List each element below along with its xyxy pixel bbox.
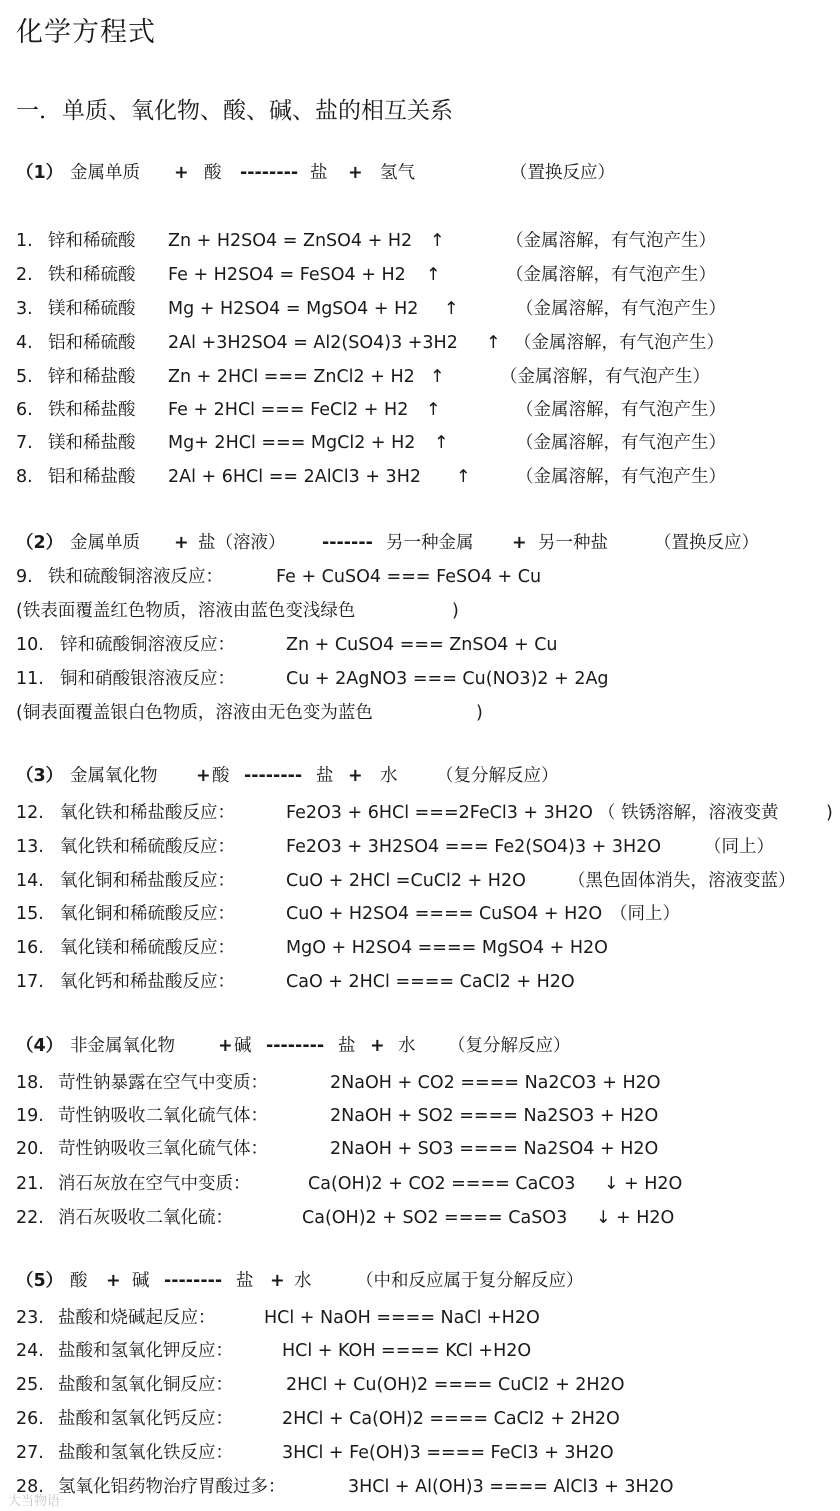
reaction-name: 氧化铁和稀硫酸反应：	[60, 837, 235, 857]
header-type: （中和反应属于复分解反应）	[356, 1271, 584, 1291]
close-paren: )	[452, 601, 459, 621]
row-number: 12.	[16, 803, 44, 823]
equation: CuO + H2SO4 ==== CuSO4 + H2O	[286, 904, 603, 924]
reaction-name: 盐酸和氢氧化钾反应：	[58, 1341, 233, 1361]
reaction-name: 苛性钠吸收三氧化硫气体：	[58, 1139, 268, 1159]
reaction-name: 盐酸和氢氧化钙反应：	[58, 1409, 233, 1429]
reaction-name: 氧化镁和稀硫酸反应：	[60, 938, 235, 958]
header-op1: +	[106, 1271, 121, 1291]
header-idx: （1）	[16, 163, 64, 183]
equation: CuO + 2HCl =CuCl2 + H2O	[286, 871, 526, 891]
arrow-symbol: ↑	[426, 265, 441, 285]
header-idx: （2）	[16, 533, 64, 553]
row-number: 3.	[16, 299, 33, 319]
reaction-name: 苛性钠吸收二氧化硫气体：	[58, 1106, 268, 1126]
header-dash: --------	[164, 1271, 223, 1291]
header-b: 碱	[132, 1271, 150, 1291]
reaction-name: 消石灰吸收二氧化硫：	[58, 1208, 233, 1228]
observation: （同上）	[610, 904, 680, 924]
page-title: 化学方程式	[16, 17, 156, 48]
observation: （金属溶解，有气泡产生）	[514, 333, 724, 353]
equation-row	[0, 798, 840, 828]
equation: Fe + H2SO4 = FeSO4 + H2	[168, 265, 406, 285]
equation-row	[0, 866, 840, 896]
observation: （金属溶解，有气泡产生）	[516, 299, 726, 319]
observation: （同上）	[704, 837, 774, 857]
equation: HCl + KOH ==== KCl +H2O	[282, 1341, 532, 1361]
observation: （ 铁锈溶解，溶液变黄	[598, 803, 779, 823]
equation: 2Al +3H2SO4 = Al2(SO4)3 +3H2	[168, 333, 458, 353]
equation-row	[0, 630, 840, 660]
row-number: 19.	[16, 1106, 44, 1126]
equation: 3HCl + Al(OH)3 ==== AlCl3 + 3H2O	[348, 1477, 674, 1497]
row-number: 22.	[16, 1208, 44, 1228]
equation-row	[0, 933, 840, 963]
arrow-symbol: ↑	[444, 299, 459, 319]
row-number: 28.	[16, 1477, 44, 1497]
group-header	[0, 1031, 840, 1061]
reaction-name: 铝和稀硫酸	[48, 333, 136, 353]
arrow-symbol: ↑	[426, 400, 441, 420]
reaction-name: 铜和硝酸银溶液反应：	[60, 669, 235, 689]
row-number: 26.	[16, 1409, 44, 1429]
reaction-name: 氧化铁和稀盐酸反应：	[60, 803, 235, 823]
arrow-symbol: ↓	[596, 1208, 611, 1228]
header-c: 盐	[338, 1036, 356, 1056]
reaction-name: 盐酸和氢氧化铜反应：	[58, 1375, 233, 1395]
watermark: 大当物语	[8, 1494, 61, 1509]
equation-tail: + H2O	[616, 1208, 675, 1228]
row-number: 7.	[16, 433, 33, 453]
row-number: 6.	[16, 400, 33, 420]
header-a: 金属氧化物	[70, 766, 158, 786]
equation: Mg+ 2HCl === MgCl2 + H2	[168, 433, 416, 453]
header-idx: （4）	[16, 1036, 64, 1056]
group-header	[0, 158, 840, 188]
header-a: 金属单质	[70, 533, 140, 553]
arrow-symbol: ↓	[604, 1174, 619, 1194]
reaction-name: 苛性钠暴露在空气中变质：	[58, 1073, 268, 1093]
equation: Fe2O3 + 3H2SO4 === Fe2(SO4)3 + 3H2O	[286, 837, 662, 857]
close-paren: )	[476, 703, 483, 723]
header-type: （置换反应）	[510, 163, 615, 183]
header-a: 酸	[70, 1271, 88, 1291]
header-idx: （5）	[16, 1271, 64, 1291]
row-number: 14.	[16, 871, 44, 891]
header-idx: （3）	[16, 766, 64, 786]
row-number: 2.	[16, 265, 33, 285]
observation: （金属溶解，有气泡产生）	[506, 231, 716, 251]
equation: Fe2O3 + 6HCl ===2FeCl3 + 3H2O	[286, 803, 593, 823]
row-number: 5.	[16, 367, 33, 387]
header-dash: --------	[266, 1036, 325, 1056]
header-op1: +	[174, 533, 189, 553]
header-op2: +	[512, 533, 527, 553]
header-dash: --------	[244, 766, 303, 786]
row-number: 25.	[16, 1375, 44, 1395]
close-paren: )	[826, 803, 833, 823]
reaction-name: 铁和稀硫酸	[48, 265, 136, 285]
row-number: 24.	[16, 1341, 44, 1361]
header-c: 另一种金属	[386, 533, 474, 553]
equation: 2NaOH + SO2 ==== Na2SO3 + H2O	[330, 1106, 659, 1126]
observation: （金属溶解，有气泡产生）	[506, 265, 716, 285]
group-header	[0, 1266, 840, 1296]
header-b: 酸	[204, 163, 222, 183]
arrow-symbol: ↑	[430, 231, 445, 251]
row-number: 16.	[16, 938, 44, 958]
equation: Fe + 2HCl === FeCl2 + H2	[168, 400, 409, 420]
equation-row	[0, 1336, 840, 1366]
equation-row	[0, 1101, 840, 1131]
row-number: 11.	[16, 669, 44, 689]
header-dash: --------	[240, 163, 299, 183]
equation: 2NaOH + CO2 ==== Na2CO3 + H2O	[330, 1073, 661, 1093]
equation: CaO + 2HCl ==== CaCl2 + H2O	[286, 972, 575, 992]
reaction-name: 盐酸和氢氧化铁反应：	[58, 1443, 233, 1463]
header-d: 水	[398, 1036, 416, 1056]
header-op2: +	[348, 163, 363, 183]
equation-row	[0, 1370, 840, 1400]
row-number: 17.	[16, 972, 44, 992]
equation-row	[0, 1134, 840, 1164]
equation-row	[0, 899, 840, 929]
equation-row	[0, 664, 840, 694]
equation-row	[0, 328, 840, 358]
reaction-name: 铁和硫酸铜溶液反应：	[48, 567, 223, 587]
equation-row	[0, 428, 840, 458]
row-number: 21.	[16, 1174, 44, 1194]
header-a: 金属单质	[70, 163, 140, 183]
reaction-name: 镁和稀硫酸	[48, 299, 136, 319]
equation-row	[0, 1169, 840, 1199]
row-number: 8.	[16, 467, 33, 487]
arrow-symbol: ↑	[430, 367, 445, 387]
header-d: 水	[380, 766, 398, 786]
header-c: 盐	[310, 163, 328, 183]
equation-row	[0, 967, 840, 997]
row-number: 18.	[16, 1073, 44, 1093]
equation-row	[0, 1068, 840, 1098]
equation: 2HCl + Ca(OH)2 ==== CaCl2 + 2H2O	[282, 1409, 620, 1429]
reaction-name: 盐酸和烧碱起反应：	[58, 1308, 216, 1328]
equation-row	[0, 362, 840, 392]
reaction-name: 氧化铜和稀盐酸反应：	[60, 871, 235, 891]
equation-row	[0, 1438, 840, 1468]
equation: Fe + CuSO4 === FeSO4 + Cu	[276, 567, 542, 587]
header-op2: +	[270, 1271, 285, 1291]
header-type: （置换反应）	[654, 533, 759, 553]
arrow-symbol: ↑	[486, 333, 501, 353]
header-op2: +	[370, 1036, 385, 1056]
group-header	[0, 761, 840, 791]
header-a: 非金属氧化物	[70, 1036, 175, 1056]
row-number: 4.	[16, 333, 33, 353]
section-title: 一．单质、氧化物、酸、碱、盐的相互关系	[16, 98, 453, 124]
equation-row	[0, 1404, 840, 1434]
equation: MgO + H2SO4 ==== MgSO4 + H2O	[286, 938, 608, 958]
equation-row	[0, 462, 840, 492]
equation-row	[0, 1203, 840, 1233]
observation: （金属溶解，有气泡产生）	[516, 400, 726, 420]
equation-row	[0, 1303, 840, 1333]
equation-row	[0, 395, 840, 425]
observation: （金属溶解，有气泡产生）	[500, 367, 710, 387]
header-b: 盐（溶液）	[198, 533, 286, 553]
equation-row	[0, 260, 840, 290]
reaction-name: 消石灰放在空气中变质：	[58, 1174, 251, 1194]
row-number: 10.	[16, 635, 44, 655]
reaction-name: 镁和稀盐酸	[48, 433, 136, 453]
reaction-name: 锌和硫酸铜溶液反应：	[60, 635, 235, 655]
header-op1: +	[218, 1036, 233, 1056]
equation-row	[0, 832, 840, 862]
header-type: （复分解反应）	[448, 1036, 571, 1056]
observation-note	[0, 698, 840, 728]
equation: Ca(OH)2 + SO2 ==== CaSO3	[302, 1208, 568, 1228]
row-number: 15.	[16, 904, 44, 924]
reaction-name: 铝和稀盐酸	[48, 467, 136, 487]
header-b: 碱	[234, 1036, 252, 1056]
header-d: 另一种盐	[538, 533, 608, 553]
equation: Cu + 2AgNO3 === Cu(NO3)2 + 2Ag	[286, 669, 609, 689]
header-b: 酸	[212, 766, 230, 786]
header-op2: +	[348, 766, 363, 786]
header-op1: +	[196, 766, 211, 786]
row-number: 20.	[16, 1139, 44, 1159]
header-dash: -------	[322, 533, 373, 553]
equation: 2HCl + Cu(OH)2 ==== CuCl2 + 2H2O	[286, 1375, 625, 1395]
observation: （金属溶解，有气泡产生）	[516, 433, 726, 453]
equation: HCl + NaOH ==== NaCl +H2O	[264, 1308, 540, 1328]
header-c: 盐	[316, 766, 334, 786]
observation-note	[0, 596, 840, 626]
equation: Zn + H2SO4 = ZnSO4 + H2	[168, 231, 413, 251]
header-c: 盐	[236, 1271, 254, 1291]
equation-row	[0, 1472, 840, 1502]
equation-row	[0, 562, 840, 592]
row-number: 13.	[16, 837, 44, 857]
arrow-symbol: ↑	[456, 467, 471, 487]
header-op1: +	[174, 163, 189, 183]
equation: Mg + H2SO4 = MgSO4 + H2	[168, 299, 419, 319]
row-number: 27.	[16, 1443, 44, 1463]
equation-tail: + H2O	[624, 1174, 683, 1194]
reaction-name: 锌和稀硫酸	[48, 231, 136, 251]
reaction-name: 氧化钙和稀盐酸反应：	[60, 972, 235, 992]
note-text: (铜表面覆盖银白色物质，溶液由无色变为蓝色	[16, 703, 373, 723]
observation: （金属溶解，有气泡产生）	[516, 467, 726, 487]
equation-row	[0, 226, 840, 256]
equation: Zn + CuSO4 === ZnSO4 + Cu	[286, 635, 558, 655]
reaction-name: 锌和稀盐酸	[48, 367, 136, 387]
header-type: （复分解反应）	[436, 766, 559, 786]
reaction-name: 铁和稀盐酸	[48, 400, 136, 420]
reaction-name: 氧化铜和稀硫酸反应：	[60, 904, 235, 924]
row-number: 23.	[16, 1308, 44, 1328]
header-d: 氢气	[380, 163, 415, 183]
note-text: (铁表面覆盖红色物质，溶液由蓝色变浅绿色	[16, 601, 356, 621]
equation: 2Al + 6HCl == 2AlCl3 + 3H2	[168, 467, 421, 487]
equation: 3HCl + Fe(OH)3 ==== FeCl3 + 3H2O	[282, 1443, 614, 1463]
group-header	[0, 528, 840, 558]
observation: （黑色固体消失，溶液变蓝）	[568, 871, 796, 891]
row-number: 9.	[16, 567, 33, 587]
equation: Zn + 2HCl === ZnCl2 + H2	[168, 367, 415, 387]
equation: Ca(OH)2 + CO2 ==== CaCO3	[308, 1174, 576, 1194]
row-number: 1.	[16, 231, 33, 251]
equation-row	[0, 294, 840, 324]
header-d: 水	[294, 1271, 312, 1291]
equation: 2NaOH + SO3 ==== Na2SO4 + H2O	[330, 1139, 659, 1159]
reaction-name: 氢氧化铝药物治疗胃酸过多：	[58, 1477, 286, 1497]
arrow-symbol: ↑	[434, 433, 449, 453]
